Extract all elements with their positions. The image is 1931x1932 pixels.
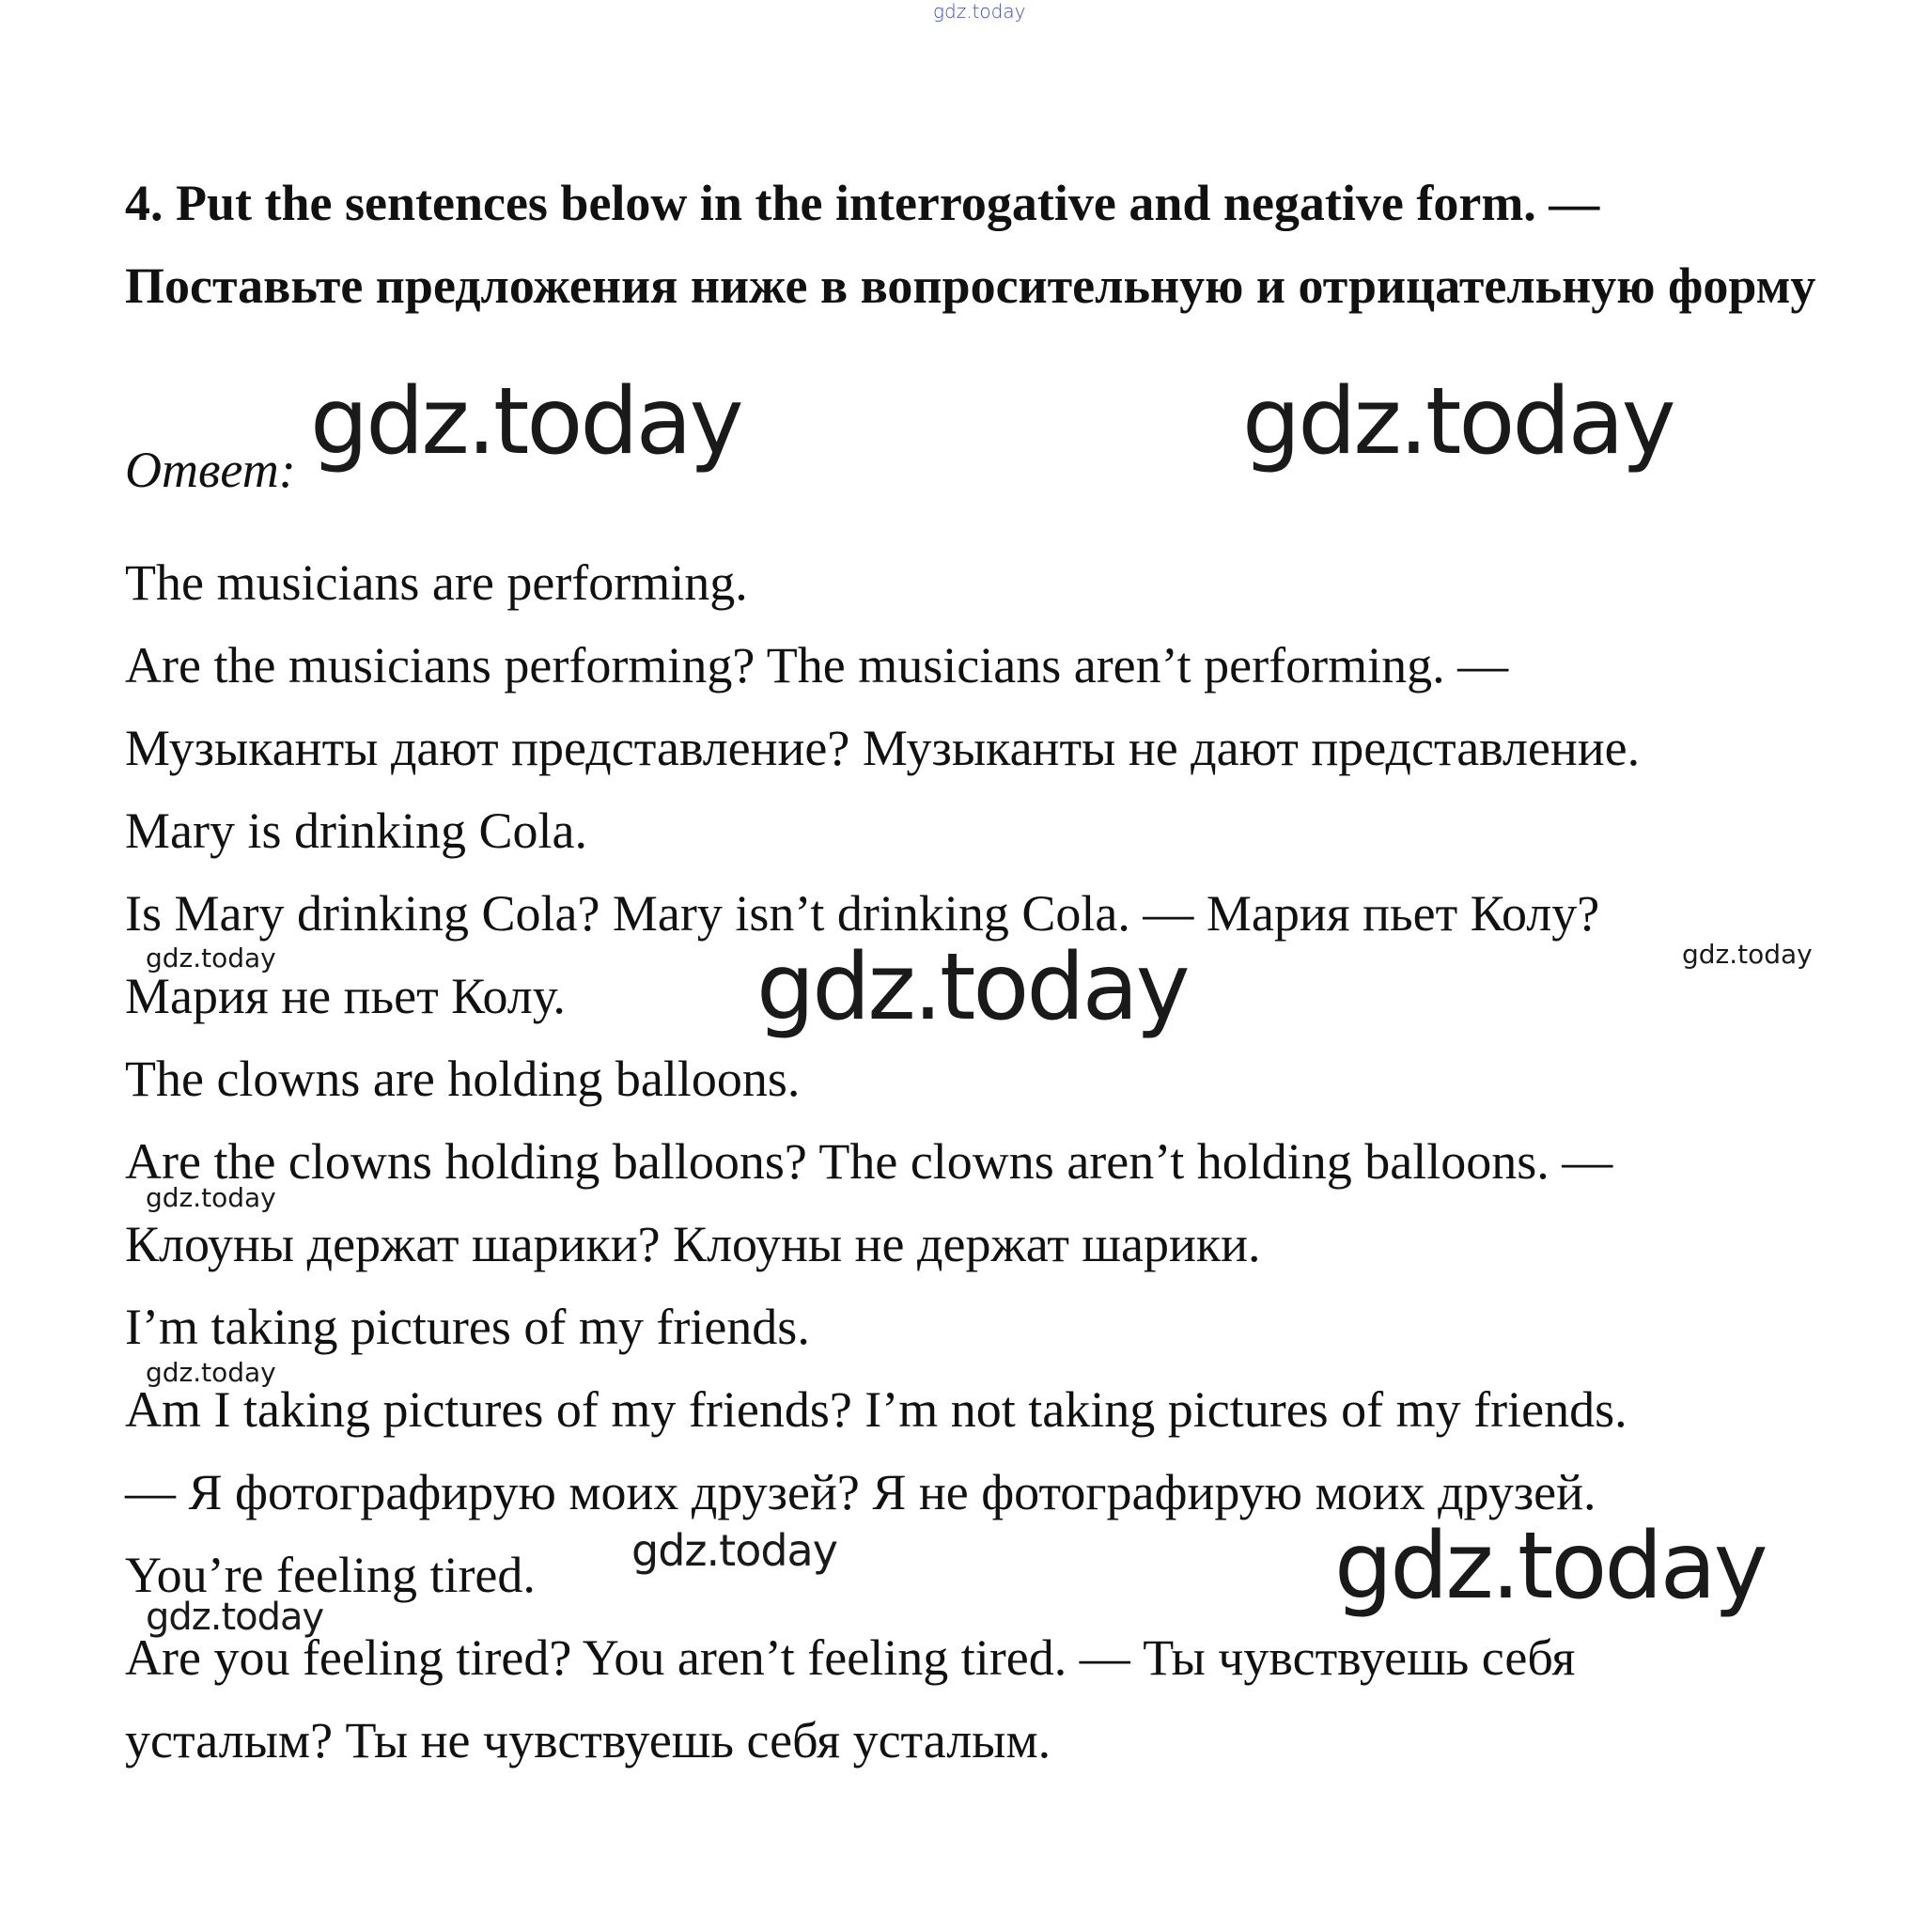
watermark-small-2: gdz.today — [1682, 939, 1813, 970]
watermark-small-3: gdz.today — [146, 1182, 276, 1213]
watermark-small-4: gdz.today — [146, 1357, 276, 1388]
answer-line-13: You’re feeling tired. — [125, 1547, 536, 1603]
answer-line-15: усталым? Ты не чувствуешь себя усталым. — [125, 1712, 1051, 1768]
watermark-large-3: gdz.today — [756, 934, 1188, 1041]
answer-line-2: Are the musicians performing? The musicians aren’t performing. — — [125, 637, 1509, 693]
answer-line-8: Are the clowns holding balloons? The clowns aren’t holding balloons. — — [125, 1133, 1613, 1190]
answer-line-10: I’m taking pictures of my friends. — [125, 1299, 810, 1355]
watermark-small-1: gdz.today — [146, 943, 276, 974]
watermark-top: gdz.today — [933, 0, 1026, 23]
watermark-large-1: gdz.today — [310, 368, 741, 475]
exercise-heading: 4. Put the sentences below in the interrogative and negative form. — Поставьте предложения ниже в вопросительную и отрицательную форму — [125, 175, 1816, 314]
watermark-large-2: gdz.today — [1242, 368, 1674, 475]
answer-line-11: Am I taking pictures of my friends? I’m not taking pictures of my friends. — [125, 1381, 1627, 1438]
answer-line-7: The clowns are holding balloons. — [125, 1051, 801, 1107]
watermark-large-4: gdz.today — [1334, 1513, 1766, 1620]
watermark-medium-2: gdz.today — [146, 1596, 324, 1639]
answer-line-12: — Я фотографирую моих друзей? Я не фотографирую моих друзей. — [125, 1464, 1596, 1520]
answer-line-1: The musicians are performing. — [125, 554, 748, 611]
answer-line-4: Mary is drinking Cola. — [125, 802, 587, 859]
answer-line-3: Музыканты дают представление? Музыканты не дают представление. — [125, 720, 1641, 776]
answer-line-5: Is Mary drinking Cola? Mary isn’t drinking Cola. — Мария пьет Колу? — [125, 885, 1600, 942]
answer-label: Ответ: — [125, 442, 296, 498]
answer-line-6: Мария не пьет Колу. — [125, 968, 566, 1024]
watermark-medium-1: gdz.today — [631, 1525, 837, 1576]
answer-line-14: Are you feeling tired? You aren’t feeling tired. — Ты чувствуешь себя — [125, 1629, 1576, 1686]
answer-line-9: Клоуны держат шарики? Клоуны не держат шарики. — [125, 1216, 1261, 1272]
